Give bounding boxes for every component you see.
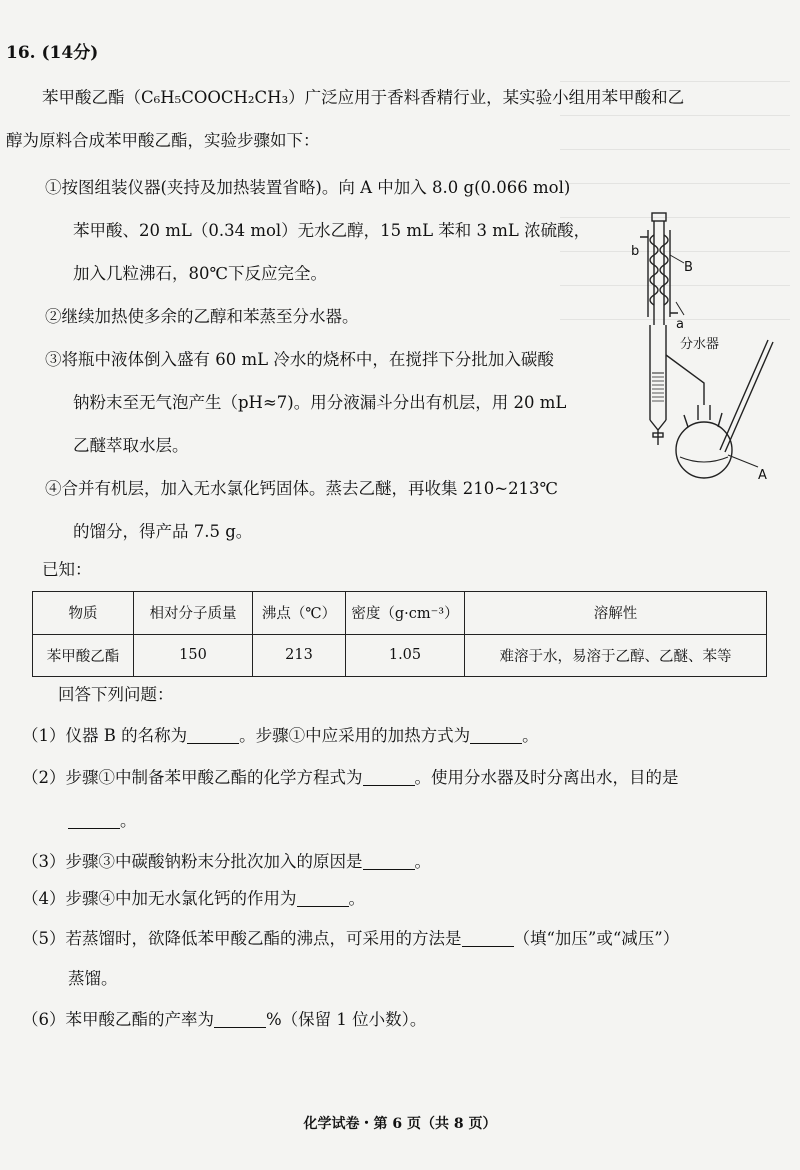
table-cell: 150 [134,634,253,677]
table-cell: 难溶于水，易溶于乙醇、乙醚、苯等 [465,634,767,677]
flask-liquid-level [680,457,728,462]
answer-blank[interactable] [68,812,120,829]
separator-liquid [652,377,664,401]
intro-line-2: 醇为原料合成苯甲酸乙酯，实验步骤如下： [6,131,320,150]
step-2: ②继续加热使多余的乙醇和苯蒸至分水器。 [45,307,359,326]
table-header: 物质 [33,592,134,635]
subquestion-1: （1）仪器 B 的名称为 。步骤①中应采用的加热方式为 。 [22,726,539,745]
step-1-line-3: 加入几粒沸石，80℃下反应完全。 [73,264,327,283]
answer-blank[interactable] [363,769,415,786]
label-separator: 分水器 [680,337,720,352]
flask-center-neck [698,405,710,420]
table-cell: 苯甲酸乙酯 [33,634,134,677]
step-3-line-2: 钠粉末至无气泡产生（pH≈7)。用分液漏斗分出有机层，用 20 mL [73,393,567,412]
table-row [33,634,767,677]
page-footer: 化学试卷・第 6 页（共 8 页） [303,1116,497,1132]
table-header: 溶解性 [465,592,767,635]
known-label: 已知： [42,560,92,579]
three-neck-flask [676,422,732,478]
step-3-line-1: ③将瓶中液体倒入盛有 60 mL 冷水的烧杯中，在搅拌下分批加入碳酸 [45,350,554,369]
subquestion-2-cont: 。 [68,810,137,832]
side-arm [666,355,704,405]
label-flask-A: A [758,468,767,483]
label-leader-b [670,255,684,263]
step-4-line-1: ④合并有机层，加入无水氯化钙固体。蒸去乙醚，再收集 210~213℃ [45,479,559,498]
subquestion-5: （5）若蒸馏时，欲降低苯甲酸乙酯的沸点，可采用的方法是 （填“加压”或“减压”） [22,929,680,948]
table-cell: 213 [253,634,346,677]
question-number: 16. (14分) [6,43,99,63]
table-header-row [33,592,767,635]
intro-line-1: 苯甲酸乙酯（C₆H₅COOCH₂CH₃）广泛应用于香料香精行业，某实验小组用苯甲酸和乙 [42,88,685,107]
table-header: 沸点（℃） [253,592,346,635]
table-cell: 1.05 [346,634,465,677]
answer-blank[interactable] [363,853,415,870]
answer-blank[interactable] [214,1011,266,1028]
table-header: 相对分子质量 [134,592,253,635]
property-table [32,591,767,677]
step-3-line-3: 乙醚萃取水层。 [73,436,189,455]
condenser-inner-tube [654,221,664,325]
condenser-ports [640,237,678,313]
answer-blank[interactable] [462,930,514,947]
answer-blank[interactable] [297,890,349,907]
subquestion-6: （6）苯甲酸乙酯的产率为 %（保留 1 位小数）。 [22,1010,427,1029]
answer-blank[interactable] [470,727,522,744]
step-1-line-2: 苯甲酸、20 mL（0.34 mol）无水乙醇，15 mL 苯和 3 mL 浓硫酸， [73,221,591,240]
subquestion-3: （3）步骤③中碳酸钠粉末分批次加入的原因是 。 [22,852,431,871]
step-4-line-2: 的馏分，得产品 7.5 g。 [73,522,253,541]
subquestion-5-cont: 蒸馏。 [68,969,118,988]
subquestion-4: （4）步骤④中加无水氯化钙的作用为 。 [22,889,365,908]
table-header: 密度（g·cm⁻³） [346,592,465,635]
label-leader-a [728,455,758,467]
step-1-line-1: ①按图组装仪器(夹持及加热装置省略)。向 A 中加入 8.0 g(0.066 mol) [45,178,571,197]
condenser-top [652,213,666,221]
answer-prompt: 回答下列问题： [58,685,174,704]
label-b-port: b [631,244,640,259]
subquestion-2: （2）步骤①中制备苯甲酸乙酯的化学方程式为 。使用分水器及时分离出水，目的是 [22,768,679,787]
answer-blank[interactable] [187,727,239,744]
label-a-port: a [676,317,684,332]
label-condenser-B: B [684,260,693,275]
